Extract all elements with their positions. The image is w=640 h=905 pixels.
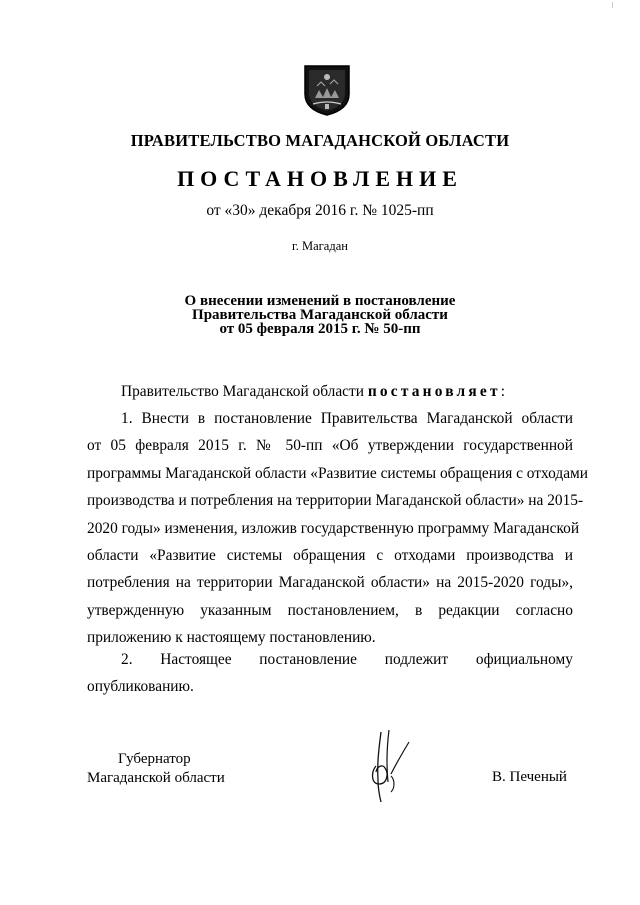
coat-of-arms-icon	[303, 64, 351, 116]
paragraph-line: потребления на территории Магаданской области» на 2015-2020 годы»,	[87, 574, 573, 592]
document-place: г. Магадан	[292, 239, 348, 253]
signer-name: В. Печеный	[492, 769, 567, 785]
intro-prefix: Правительство Магаданской области	[121, 383, 368, 400]
paragraph-line: программы Магаданской области «Развитие системы обращения с отходами	[87, 464, 589, 482]
document-date-number: от «30» декабря 2016 г. № 1025-пп	[206, 202, 434, 219]
paragraph-line: приложению к настоящему постановлению.	[87, 629, 376, 647]
signer-title-line: Губернатор	[118, 751, 191, 767]
paragraph-line: от 05 февраля 2015 г. № 50-пп «Об утверждении государственной	[87, 437, 573, 455]
paragraph-line: 1. Внести в постановление Правительства Магаданской области	[121, 410, 573, 427]
paragraph-1	[87, 405, 589, 652]
paragraph-line: производства и потребления на территории Магаданской области» на 2015-	[87, 492, 584, 510]
intro-paragraph	[121, 378, 571, 405]
subject-line: О внесении изменений в постановление	[184, 293, 456, 309]
subject-line: от 05 февраля 2015 г. № 50-пп	[219, 321, 421, 337]
handwritten-signature-icon	[367, 722, 411, 806]
government-title: ПРАВИТЕЛЬСТВО МАГАДАНСКОЙ ОБЛАСТИ	[130, 131, 510, 150]
paragraph-line: области «Развитие системы обращения с отходами производства и	[87, 546, 573, 564]
paragraph-line: опубликованию.	[87, 678, 194, 696]
document-subject	[0, 294, 640, 336]
signer-title	[87, 750, 225, 788]
intro-keyword: постановляет	[367, 383, 501, 400]
paragraph-line: утвержденную указанным постановлением, в редакции согласно	[87, 601, 573, 619]
scan-mark	[612, 2, 613, 8]
subject-line: Правительства Магаданской области	[192, 307, 448, 323]
document-type: ПОСТАНОВЛЕНИЕ	[177, 166, 463, 191]
paragraph-2	[87, 646, 573, 701]
signer-title-line: Магаданской области	[87, 770, 225, 786]
paragraph-line: 2020 годы» изменения, изложив государственную программу Магаданской	[87, 519, 580, 537]
intro-suffix: :	[500, 383, 505, 400]
paragraph-line: 2. Настоящее постановление подлежит официальному	[121, 651, 573, 668]
